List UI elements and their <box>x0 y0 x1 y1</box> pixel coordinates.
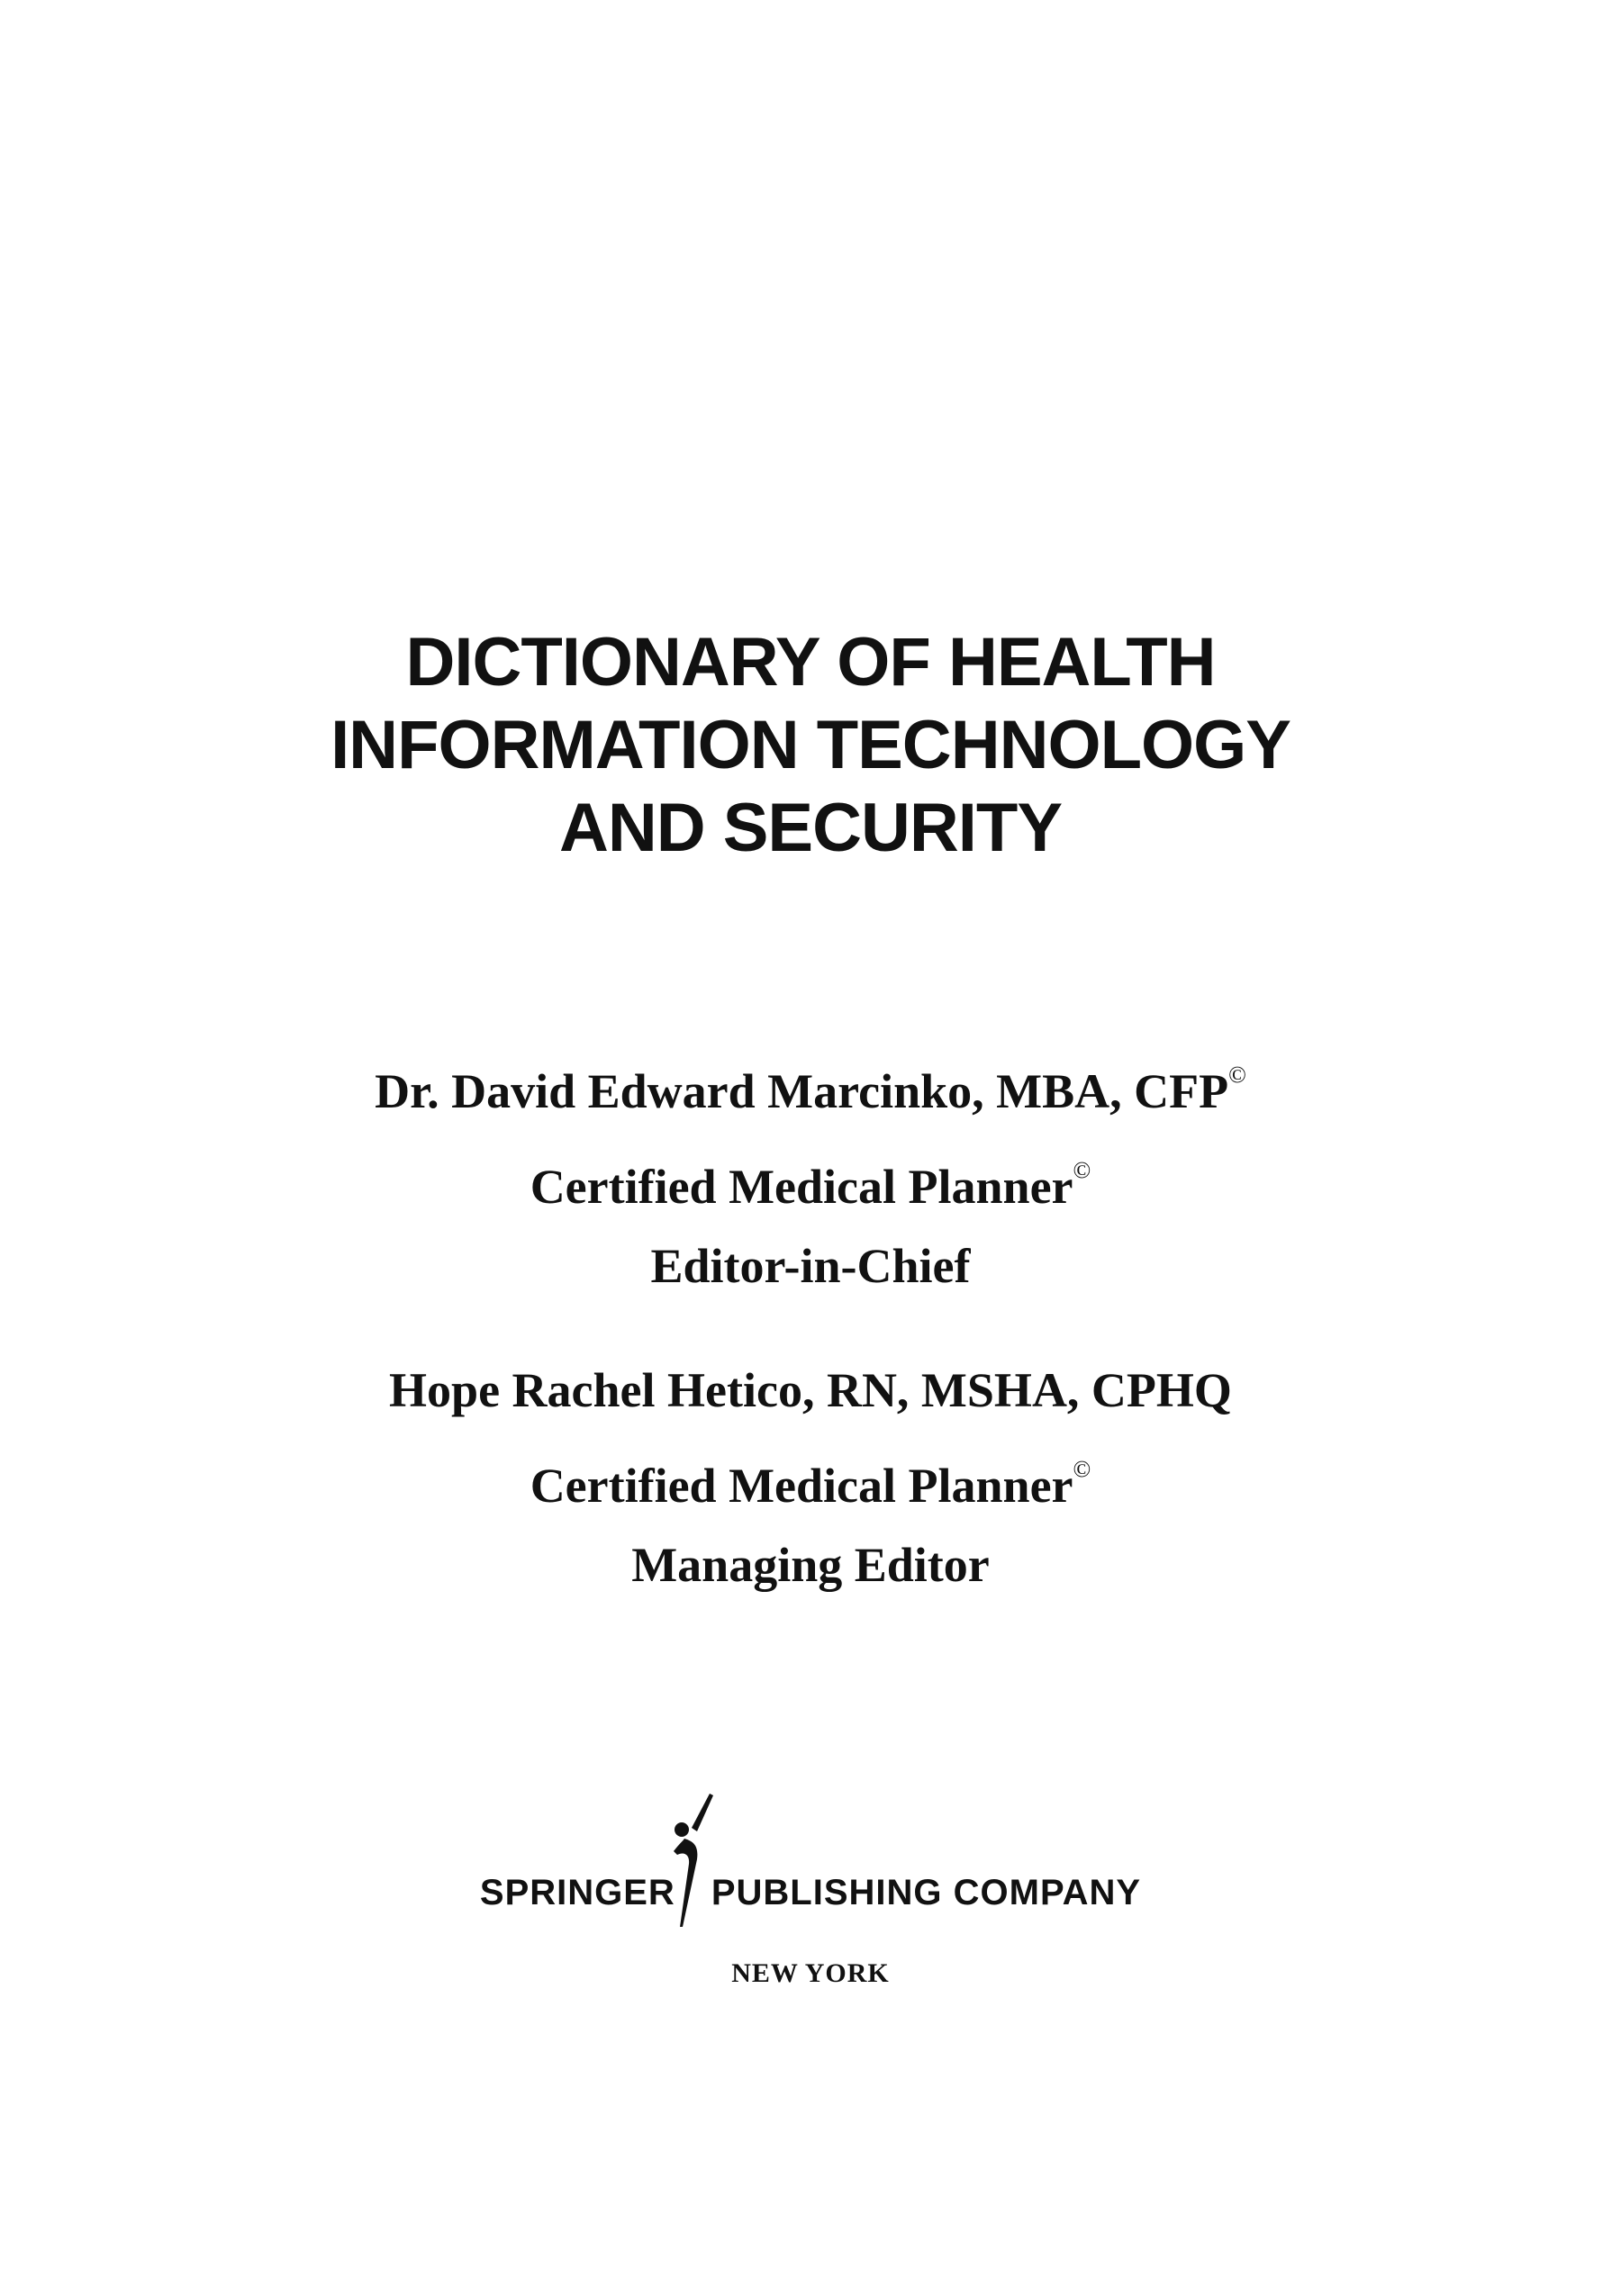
copyright-mark: © <box>1228 1062 1246 1088</box>
copyright-mark: © <box>1073 1456 1091 1482</box>
book-title <box>0 621 1621 870</box>
editor-role: Editor-in-Chief <box>650 1239 971 1293</box>
publisher-right-words: PUBLISHING COMPANY <box>711 1873 1142 1912</box>
editor-in-chief-block <box>0 1035 1621 1306</box>
publisher-imprint <box>0 1792 1621 2026</box>
publisher-left-word: SPRINGER <box>479 1873 675 1912</box>
publisher-name <box>0 1873 1621 1913</box>
editor-credential: Certified Medical Planner© <box>530 1157 1091 1214</box>
editor-credential: Certified Medical Planner© <box>530 1456 1091 1513</box>
copyright-mark: © <box>1073 1157 1091 1183</box>
editor-role: Managing Editor <box>631 1538 990 1592</box>
editor-name: Dr. David Edward Marcinko, MBA, CFP© <box>375 1062 1246 1118</box>
title-line-3: AND SECURITY <box>558 790 1063 866</box>
title-line-2: INFORMATION TECHNOLOGY <box>331 707 1290 783</box>
title-line-1: DICTIONARY OF HEALTH <box>405 624 1216 701</box>
publisher-location: NEW YORK <box>731 1958 890 1988</box>
editor-name: Hope Rachel Hetico, RN, MSHA, CPHQ <box>389 1363 1232 1417</box>
managing-editor-block <box>0 1351 1621 1604</box>
